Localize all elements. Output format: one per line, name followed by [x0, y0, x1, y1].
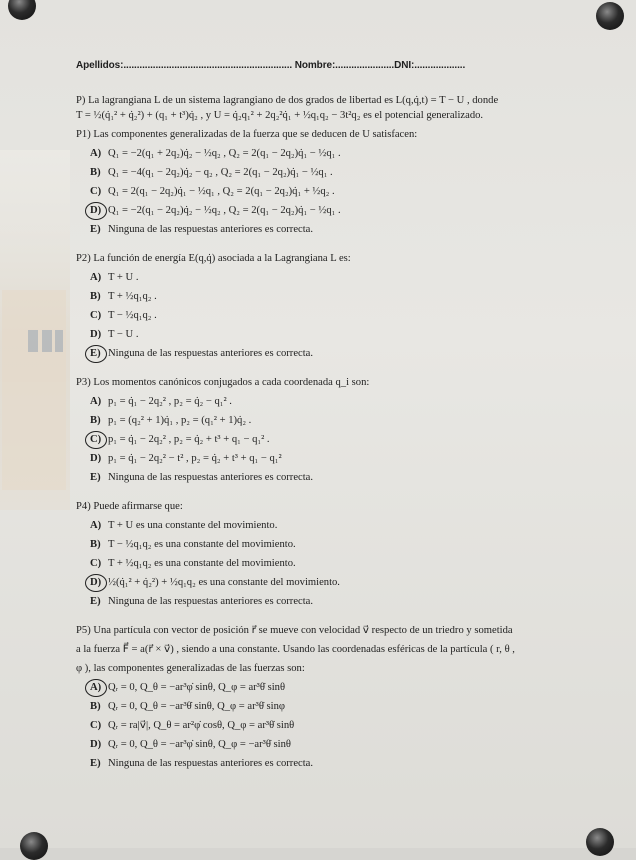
option-text: T + U es una constante del movimiento. [108, 520, 278, 531]
answer-option[interactable] [90, 325, 596, 344]
option-text: T − ½q₁q₂ . [108, 310, 157, 321]
option-text: Q₁ = 2(q₁ − 2q₂)q̇₁ − ½q₁ , Q₂ = 2(q₁ − 2q₂)q̇₁ + ½q₂ . [108, 186, 335, 197]
option-letter: A) [90, 396, 102, 407]
intro-line-2: T = ½(q̇₁² + q̇₂²) + (q₁ + t³)q̇₂ , y U = q̇₂q₁² + 2q₂²q̇₁ + ½q₁q₂ − 3t²q₂ es el potencial generalizado. [76, 110, 484, 121]
nombre-field: Nombre:...................... [294, 60, 395, 71]
option-letter-circled: D) [90, 573, 108, 592]
screw-bottom-right [586, 828, 614, 856]
option-text: Ninguna de las respuestas anteriores es correcta. [108, 472, 314, 483]
option-letter: D) [90, 739, 102, 750]
option-text: Ninguna de las respuestas anteriores es correcta. [108, 596, 314, 607]
question-title: P4) Puede afirmarse que: [76, 501, 183, 512]
option-text: p₁ = q̇₁ − 2q₂² , p₂ = q̇₂ − q₁² . [108, 396, 232, 407]
option-text: T + ½q₁q₂ es una constante del movimiento. [108, 558, 296, 569]
option-text: Qᵣ = 0, Q_θ = −ar³φ̇ sinθ, Q_φ = −ar³θ̇ sinθ [108, 739, 291, 750]
option-text: p₁ = q̇₁ − 2q₂² − t² , p₂ = q̇₂ + t³ + q₁ − q₁² [108, 453, 282, 464]
option-text: T − U . [108, 329, 139, 340]
option-letter: B) [90, 291, 101, 302]
answer-option[interactable] [90, 449, 596, 468]
option-letter: C) [90, 186, 102, 197]
screw-bottom-left [20, 832, 48, 860]
answer-option[interactable] [90, 554, 596, 573]
option-text: p₁ = (q₂² + 1)q̇₁ , p₂ = (q₁² + 1)q̇₂ . [108, 415, 252, 426]
question-list [76, 125, 596, 773]
exam-content [76, 60, 596, 773]
answer-option[interactable] [90, 735, 596, 754]
option-text: ½(q̇₁² + q̇₂²) + ½q₁q₂ es una constante del movimiento. [108, 577, 340, 588]
answer-option[interactable] [90, 392, 596, 411]
option-letter: A) [90, 520, 102, 531]
answer-option[interactable] [90, 592, 596, 611]
answer-option[interactable] [90, 411, 596, 430]
question-title: P3) Los momentos canónicos conjugados a cada coordenada q_i son: [76, 377, 370, 388]
answer-option[interactable] [90, 678, 596, 697]
answer-option[interactable] [90, 573, 596, 592]
option-letter: E) [90, 758, 101, 769]
answer-option[interactable] [90, 430, 596, 449]
answer-option[interactable] [90, 163, 596, 182]
dni-field: DNI:................... [394, 60, 466, 71]
answer-option[interactable] [90, 516, 596, 535]
intro-line-1: P) La lagrangiana L de un sistema lagrangiano de dos grados de libertad es L(q,q̇,t) = T − U , donde [76, 95, 499, 106]
option-text: T + ½q₁q₂ . [108, 291, 157, 302]
window-reflection-frame [2, 290, 66, 490]
answer-option[interactable] [90, 716, 596, 735]
question-title: φ ), las componentes generalizadas de las fuerzas son: [76, 663, 305, 674]
option-letter: C) [90, 310, 102, 321]
option-text: p₁ = q̇₁ − 2q₂² , p₂ = q̇₂ + t³ + q₁ − q₁² . [108, 434, 270, 445]
answer-option[interactable] [90, 344, 596, 363]
option-text: Qᵣ = 0, Q_θ = −ar³φ̇ sinθ, Q_φ = ar³θ̇ sinθ [108, 682, 286, 693]
option-letter: D) [90, 453, 102, 464]
question-3 [76, 373, 596, 487]
apellidos-field: Apellidos:............................................................... [76, 60, 293, 71]
option-letter: D) [90, 329, 102, 340]
question-5 [76, 621, 596, 773]
option-letter-circled: E) [90, 344, 108, 363]
answer-option[interactable] [90, 268, 596, 287]
screw-top-right [596, 2, 624, 30]
question-1 [76, 125, 596, 239]
answer-option[interactable] [90, 468, 596, 487]
answer-option[interactable] [90, 182, 596, 201]
question-title: P5) Una partícula con vector de posición r⃗ se mueve con velocidad v⃗ respecto de un triedro y sometida [76, 625, 513, 636]
option-letter-circled: A) [90, 678, 108, 697]
answer-option[interactable] [90, 201, 596, 220]
option-letter: C) [90, 720, 102, 731]
option-text: T − ½q₁q₂ es una constante del movimiento. [108, 539, 296, 550]
option-text: Q₁ = −2(q₁ − 2q₂)q̇₂ − ½q₂ , Q₂ = 2(q₁ − 2q₂)q̇₁ − ½q₁ . [108, 205, 341, 216]
option-letter: A) [90, 272, 102, 283]
option-letter: B) [90, 167, 101, 178]
option-text: Ninguna de las respuestas anteriores es correcta. [108, 224, 314, 235]
option-letter-circled: D) [90, 201, 108, 220]
option-text: Qᵣ = 0, Q_θ = −ar³θ̇ sinθ, Q_φ = ar³θ̇ sinφ [108, 701, 286, 712]
answer-option[interactable] [90, 144, 596, 163]
answer-option[interactable] [90, 220, 596, 239]
question-title: P1) Las componentes generalizadas de la fuerza que se deducen de U satisfacen: [76, 129, 418, 140]
answer-option[interactable] [90, 535, 596, 554]
option-letter: E) [90, 596, 101, 607]
option-letter: B) [90, 415, 101, 426]
question-title: a la fuerza F⃗ = a(r⃗ × v⃗) , siendo a una constante. Usando las coordenadas esféricas de la partícula ( r, θ , [76, 644, 515, 655]
answer-option[interactable] [90, 287, 596, 306]
question-4 [76, 497, 596, 611]
option-text: Ninguna de las respuestas anteriores es correcta. [108, 348, 314, 359]
option-text: Q₁ = −4(q₁ − 2q₂)q̇₂ − q₂ , Q₂ = 2(q₁ − 2q₂)q̇₁ − ½q₁ . [108, 167, 333, 178]
question-2 [76, 249, 596, 363]
answer-option[interactable] [90, 754, 596, 773]
option-letter: B) [90, 701, 101, 712]
option-letter: C) [90, 558, 102, 569]
option-text: Ninguna de las respuestas anteriores es correcta. [108, 758, 314, 769]
option-letter-circled: C) [90, 430, 108, 449]
option-text: T + U . [108, 272, 139, 283]
option-text: Q₁ = −2(q₁ + 2q₂)q̇₂ − ½q₂ , Q₂ = 2(q₁ − 2q₂)q̇₁ − ½q₁ . [108, 148, 341, 159]
option-letter: E) [90, 224, 101, 235]
option-text: Qᵣ = ra|v⃗|, Q_θ = ar²φ̇ cosθ, Q_φ = ar³θ̇ sinθ [108, 720, 295, 731]
option-letter: A) [90, 148, 102, 159]
option-letter: E) [90, 472, 101, 483]
answer-option[interactable] [90, 697, 596, 716]
student-header [76, 60, 596, 71]
option-letter: B) [90, 539, 101, 550]
question-title: P2) La función de energía E(q,q̇) asociada a la Lagrangiana L es: [76, 253, 351, 264]
answer-option[interactable] [90, 306, 596, 325]
